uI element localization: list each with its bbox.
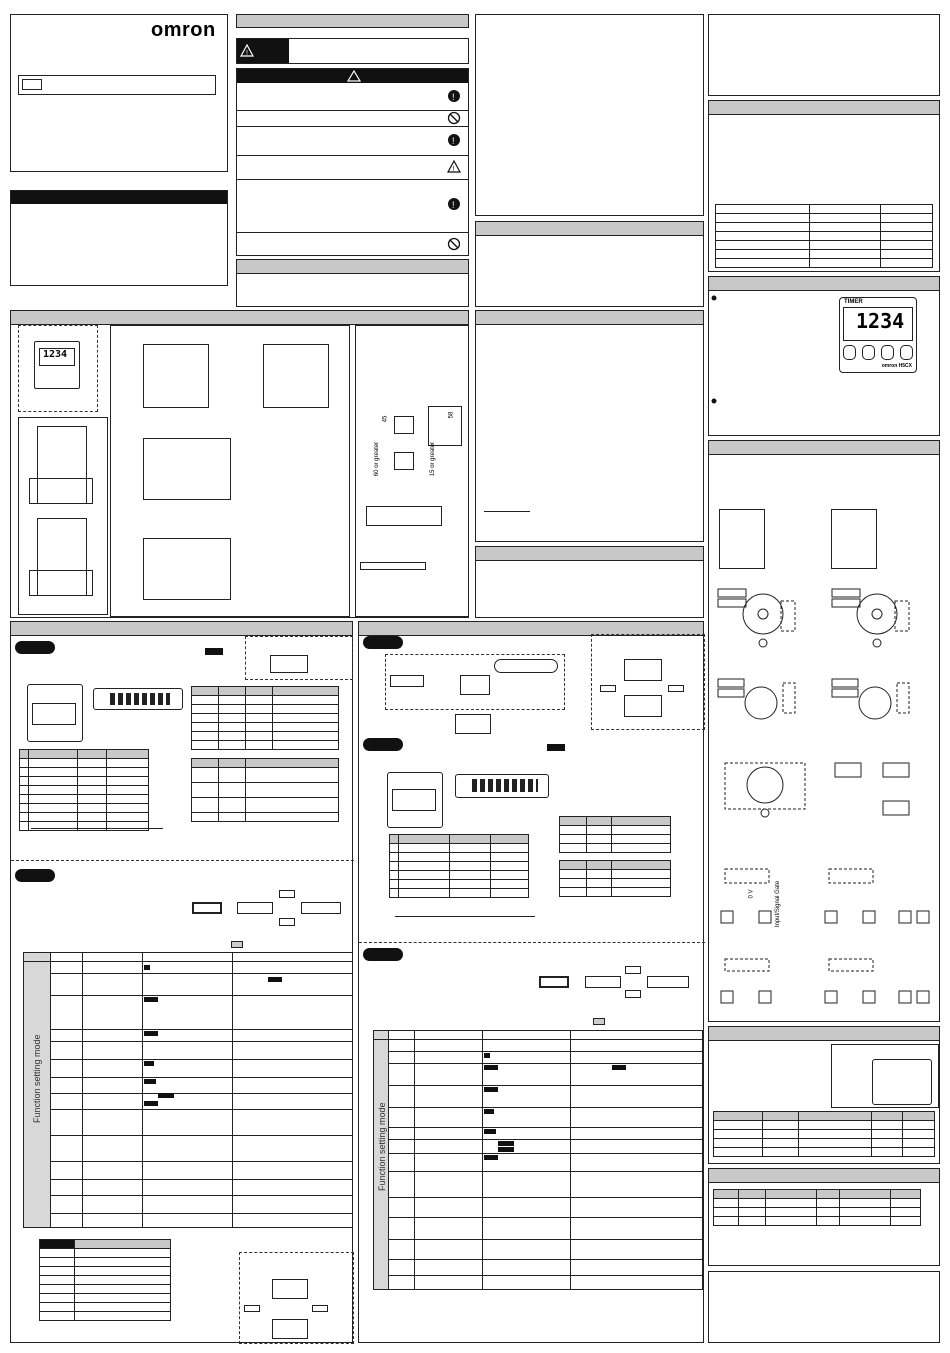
flow-box: [237, 902, 273, 914]
nomenclature-panel: [708, 276, 940, 436]
switch-table: [19, 749, 149, 831]
prohibited-icon: [447, 111, 461, 125]
spec-panel: [708, 100, 940, 272]
flow-box: [585, 976, 621, 988]
flow-box: [279, 890, 295, 898]
input-wiring-diagram: [897, 951, 933, 1011]
cutout-box: [428, 406, 462, 446]
terminal-label-0v: 0 V: [748, 889, 755, 899]
device-photo: [27, 684, 83, 742]
step-badge: [363, 636, 403, 649]
lcd-display: [843, 307, 913, 341]
mode-table-b: [559, 860, 671, 897]
note-tag: [231, 941, 243, 948]
caution-table: [236, 68, 469, 256]
highlight-block: [205, 648, 223, 655]
model-name: omron H5CX: [881, 363, 912, 369]
device-photo: [387, 772, 443, 828]
svg-text:!: !: [452, 200, 455, 210]
warning-triangle-icon: [240, 44, 254, 57]
step-badge: [363, 948, 403, 961]
title-panel: [10, 14, 228, 172]
terminal-label-input: Input/Signal Gate: [775, 880, 782, 928]
function-setting-table: [373, 1030, 703, 1290]
dimension-drawings: [110, 325, 350, 617]
mounting-rail-box: [366, 506, 442, 526]
terminal-diagram: [831, 509, 877, 569]
contact-panel: [708, 1271, 940, 1343]
input-wiring-diagram: [823, 861, 883, 931]
accessory-table: [713, 1111, 935, 1157]
cutout-box: [394, 452, 414, 470]
settings-panel-right: [358, 621, 704, 1343]
key-1-button[interactable]: [843, 345, 856, 360]
cycle-dashed: [591, 634, 705, 730]
precautions-panel: [236, 259, 469, 307]
mode-table-a: [191, 686, 339, 750]
terminal-diagram: [719, 509, 765, 569]
caution-triangle-icon: [347, 70, 361, 82]
step-badge: [15, 869, 55, 882]
svg-text:!: !: [452, 92, 455, 102]
flow-box: [539, 976, 569, 988]
socket-diagram: [713, 675, 801, 735]
function-setting-mode-label: Function setting mode: [32, 1034, 42, 1123]
front-panel-drawing: [839, 297, 917, 373]
function-setting-mode-label: Function setting mode: [377, 1102, 387, 1191]
display-value: 1234: [856, 309, 905, 333]
ordering-table: [713, 1189, 921, 1226]
function-setting-table: [23, 952, 353, 1228]
legend-table: [39, 1239, 171, 1321]
key-3-button[interactable]: [881, 345, 894, 360]
text-panel-b: [475, 221, 704, 307]
flow-box: [301, 902, 341, 914]
note-tag: [593, 1018, 605, 1025]
dim-label-58: 58: [448, 411, 455, 419]
model-code-box: [18, 75, 216, 95]
mandatory-icon: [447, 197, 461, 211]
note-box: [360, 562, 426, 570]
omron-logo: omron: [151, 19, 216, 41]
flow-box: [625, 990, 641, 998]
key-2-button[interactable]: [862, 345, 875, 360]
text-panel-d: [475, 310, 704, 542]
text-panel-a: [475, 14, 704, 216]
prohibited-icon: [447, 237, 461, 251]
safety-heading: [236, 14, 469, 28]
step-badge: [15, 641, 55, 654]
input-wiring-diagram: [897, 871, 933, 931]
ordering-panel: [708, 1168, 940, 1266]
output-box: [455, 714, 491, 734]
mode-transition-dashed: [239, 1252, 354, 1344]
dim-label-15: 15 or greater: [430, 441, 437, 477]
text-panel-e: [475, 546, 704, 618]
dip-switch-diagram: [455, 774, 549, 798]
bullet-icon: [711, 295, 717, 301]
warning-notice: [236, 38, 469, 64]
front-view-dashed: 1234: [18, 325, 98, 412]
dimensions-panel: [10, 310, 469, 618]
flow-box: [647, 976, 689, 988]
settings-panel-left: [10, 621, 353, 1343]
note-dashed-box: [245, 636, 353, 680]
panel-cutout-section: [355, 325, 469, 617]
connections-panel: [708, 440, 940, 1022]
socket-diagram: [723, 753, 809, 823]
dip-switch-diagram: [93, 688, 183, 710]
key-4-button[interactable]: [900, 345, 913, 360]
mandatory-icon: [447, 89, 461, 103]
flow-box: [625, 966, 641, 974]
svg-text:!: !: [452, 136, 455, 146]
flow-box: [279, 918, 295, 926]
flow-box: [192, 902, 222, 914]
signal-flow-dashed: [385, 654, 565, 710]
svg-text:!: !: [246, 50, 248, 57]
socket-diagram: [713, 581, 801, 651]
svg-text:!: !: [452, 166, 455, 173]
input-wiring-diagram: [719, 951, 779, 1011]
dim-label-45: 45: [382, 415, 389, 423]
mode-table-a: [559, 816, 671, 853]
cutout-box: [394, 416, 414, 434]
highlight-block: [547, 744, 565, 751]
model-code-small-box: [22, 79, 42, 90]
mandatory-icon: [447, 133, 461, 147]
dim-label-60: 60 or greater: [374, 441, 381, 477]
side-view-box: [18, 417, 108, 615]
caution-icon: [447, 160, 461, 173]
switch-table: [389, 834, 529, 898]
step-badge: [363, 738, 403, 751]
timer-label: TIMER: [844, 299, 863, 305]
accessory-photo: [831, 1044, 939, 1108]
socket-diagram: [827, 581, 915, 651]
intro-panel: [10, 190, 228, 286]
mode-table-b: [191, 758, 339, 822]
spec-table: [715, 204, 933, 268]
text-panel-c: [708, 14, 940, 96]
accessory-panel: [708, 1026, 940, 1164]
socket-diagram: [827, 675, 915, 735]
input-wiring-diagram: [823, 951, 883, 1011]
bullet-icon: [711, 398, 717, 404]
contact-diagram: [831, 757, 931, 827]
intro-header-bar: [11, 191, 227, 204]
